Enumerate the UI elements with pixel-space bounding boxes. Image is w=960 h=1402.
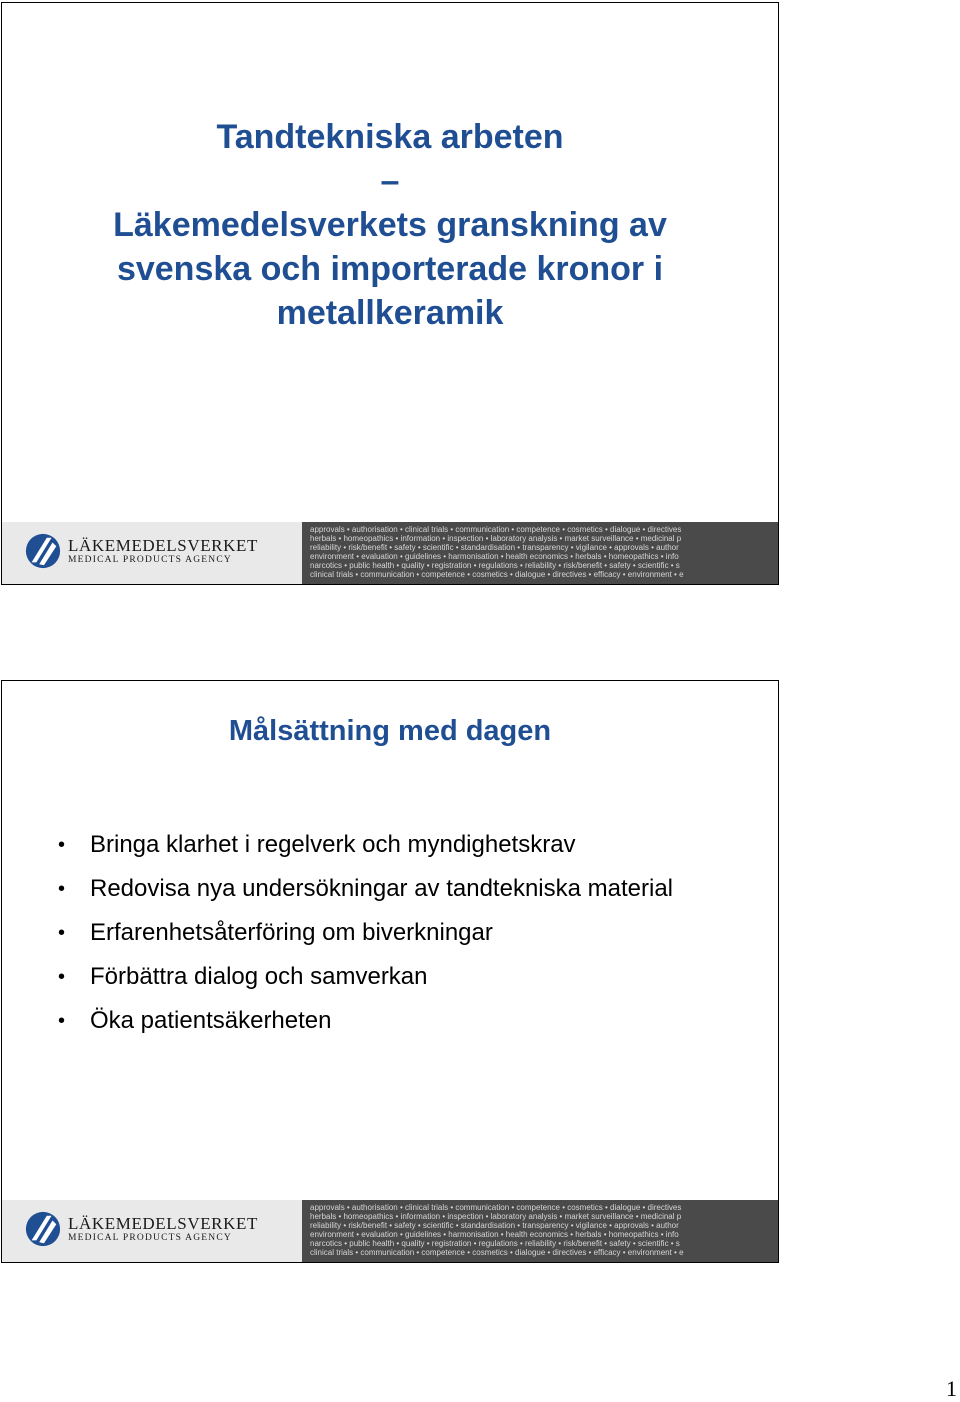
logo-subtitle: MEDICAL PRODUCTS AGENCY: [68, 1232, 232, 1243]
agency-logo-icon: [24, 1210, 62, 1248]
slide-2: [1, 680, 779, 1263]
slide-footer: [2, 522, 778, 584]
logo-subtitle: MEDICAL PRODUCTS AGENCY: [68, 554, 232, 565]
band-line: clinical trials • communication • competence • cosmetics • dialogue • directives • efficacy • environment • e: [310, 1248, 684, 1257]
title-line: metallkeramik: [276, 294, 504, 332]
band-line: narcotics • public health • quality • registration • regulations • reliability • risk/benefit • safety • scientific • s: [310, 1239, 680, 1248]
bullet-text: Redovisa nya undersökningar av tandtekniska material: [90, 875, 673, 902]
title-line: Läkemedelsverkets granskning av: [113, 206, 667, 244]
band-line: reliability • risk/benefit • safety • scientific • standardisation • transparency • vigilance • approvals • author: [310, 1221, 679, 1230]
bullet-icon: •: [58, 922, 66, 944]
bullet-icon: •: [58, 834, 66, 856]
bullet-text: Förbättra dialog och samverkan: [90, 963, 428, 990]
agency-logo: [24, 1210, 258, 1248]
bullet-icon: •: [58, 1010, 66, 1032]
band-line: herbals • homeopathics • information • inspection • laboratory analysis • market surveillance • medicinal p: [310, 1212, 682, 1221]
band-line: approvals • authorisation • clinical trials • communication • competence • cosmetics • dialogue • directives: [310, 1203, 682, 1212]
list-item: [58, 867, 673, 911]
bullet-text: Bringa klarhet i regelverk och myndighetskrav: [90, 831, 576, 858]
agency-logo: [24, 532, 258, 570]
band-line: narcotics • public health • quality • registration • regulations • reliability • risk/benefit • safety • scientific • s: [310, 561, 680, 570]
bullet-icon: •: [58, 966, 66, 988]
bullet-text: Erfarenhetsåterföring om biverkningar: [90, 919, 493, 946]
list-item: [58, 911, 673, 955]
slide-1-title: [2, 115, 778, 335]
list-item: [58, 823, 673, 867]
band-line: clinical trials • communication • competence • cosmetics • dialogue • directives • efficacy • environment • e: [310, 570, 684, 579]
bullet-text: Öka patientsäkerheten: [90, 1007, 332, 1034]
band-line: approvals • authorisation • clinical trials • communication • competence • cosmetics • dialogue • directives: [310, 525, 682, 534]
band-line: herbals • homeopathics • information • inspection • laboratory analysis • market surveillance • medicinal p: [310, 534, 682, 543]
band-line: reliability • risk/benefit • safety • scientific • standardisation • transparency • vigilance • approvals • author: [310, 543, 679, 552]
logo-name: LÄKEMEDELSVERKET: [68, 1213, 258, 1233]
title-line: Tandtekniska arbeten: [216, 118, 564, 156]
bullet-list: [58, 823, 673, 1043]
slide-footer: [2, 1200, 778, 1262]
keyword-band: [302, 522, 778, 584]
band-line: environment • evaluation • guidelines • harmonisation • health economics • herbals • homeopathics • info: [310, 1230, 679, 1239]
list-item: [58, 955, 673, 999]
title-line: svenska och importerade kronor i: [116, 250, 664, 288]
agency-logo-icon: [24, 532, 62, 570]
list-item: [58, 999, 673, 1043]
bullet-icon: •: [58, 878, 66, 900]
slide-2-title: Målsättning med dagen: [228, 715, 552, 747]
title-line: –: [380, 162, 400, 200]
band-line: environment • evaluation • guidelines • harmonisation • health economics • herbals • homeopathics • info: [310, 552, 679, 561]
logo-name: LÄKEMEDELSVERKET: [68, 535, 258, 555]
page-number: 1: [946, 1376, 957, 1401]
keyword-band: [302, 1200, 778, 1262]
slide-1: [1, 2, 779, 585]
